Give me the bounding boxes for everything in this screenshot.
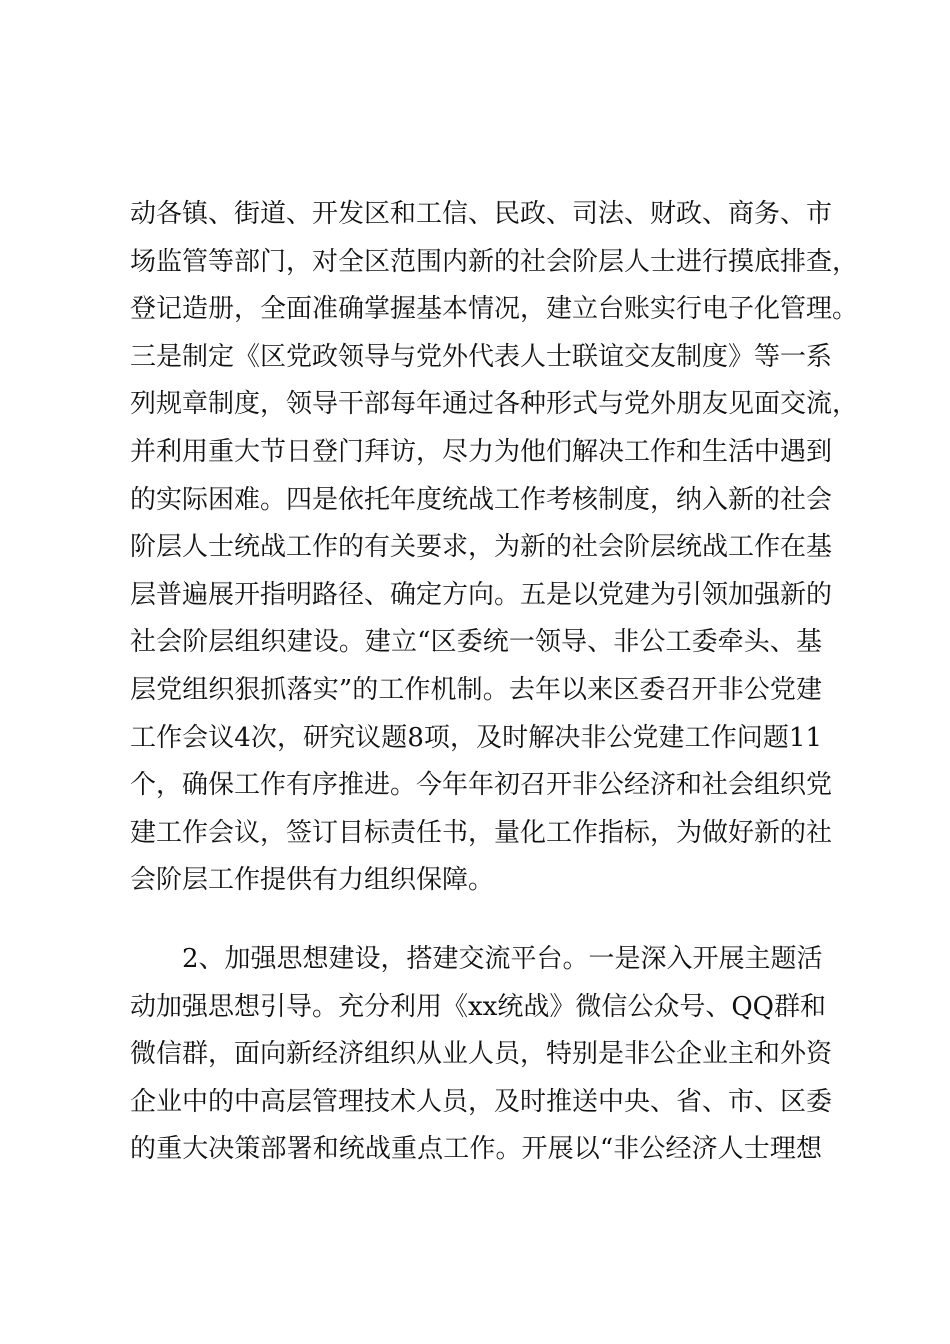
text-line: 的实际困难。四是依托年度统战工作考核制度，纳入新的社会 — [130, 484, 833, 515]
text-line: 层党组织狠抓落实”的工作机制。去年以来区委召开非公党建 — [130, 674, 822, 705]
text-line: 建工作会议，签订目标责任书，量化工作指标，为做好新的社 — [130, 817, 833, 848]
text-line: 工作会议4次，研究议题8项，及时解决非公党建工作问题11 — [130, 722, 822, 753]
text-line: 动加强思想引导。充分利用《xx统战》微信公众号、QQ群和 — [130, 991, 826, 1022]
text-line: 场监管等部门，对全区范围内新的社会阶层人士进行摸底排查， — [130, 246, 859, 277]
text-line: 2、加强思想建设，搭建交流平台。一是深入开展主题活 — [182, 944, 823, 974]
text-line: 微信群，面向新经济组织从业人员，特别是非公企业主和外资 — [130, 1039, 833, 1070]
text-line: 动各镇、街道、开发区和工信、民政、司法、财政、商务、市 — [130, 199, 833, 229]
text-line: 阶层人士统战工作的有关要求，为新的社会阶层统战工作在基 — [130, 532, 833, 563]
text-line: 三是制定《区党政领导与党外代表人士联谊交友制度》等一系 — [130, 341, 833, 372]
text-line: 会阶层工作提供有力组织保障。 — [130, 865, 495, 896]
text-line: 并利用重大节日登门拜访，尽力为他们解决工作和生活中遇到 — [130, 436, 833, 467]
paragraph-2 — [130, 936, 833, 1174]
text-line: 企业中的中高层管理技术人员，及时推送中央、省、市、区委 — [130, 1086, 833, 1117]
text-line: 层普遍展开指明路径、确定方向。五是以党建为引领加强新的 — [130, 579, 833, 610]
text-line: 列规章制度，领导干部每年通过各种形式与党外朋友见面交流， — [130, 389, 859, 420]
text-line: 的重大决策部署和统战重点工作。开展以“非公经济人士理想 — [130, 1134, 822, 1165]
text-line: 个，确保工作有序推进。今年年初召开非公经济和社会组织党 — [130, 770, 833, 801]
text-line: 社会阶层组织建设。建立“区委统一领导、非公工委牵头、基 — [130, 627, 822, 658]
text-line: 登记造册，全面准确掌握基本情况，建立台账实行电子化管理。 — [130, 294, 859, 325]
paragraph-1 — [130, 191, 859, 905]
